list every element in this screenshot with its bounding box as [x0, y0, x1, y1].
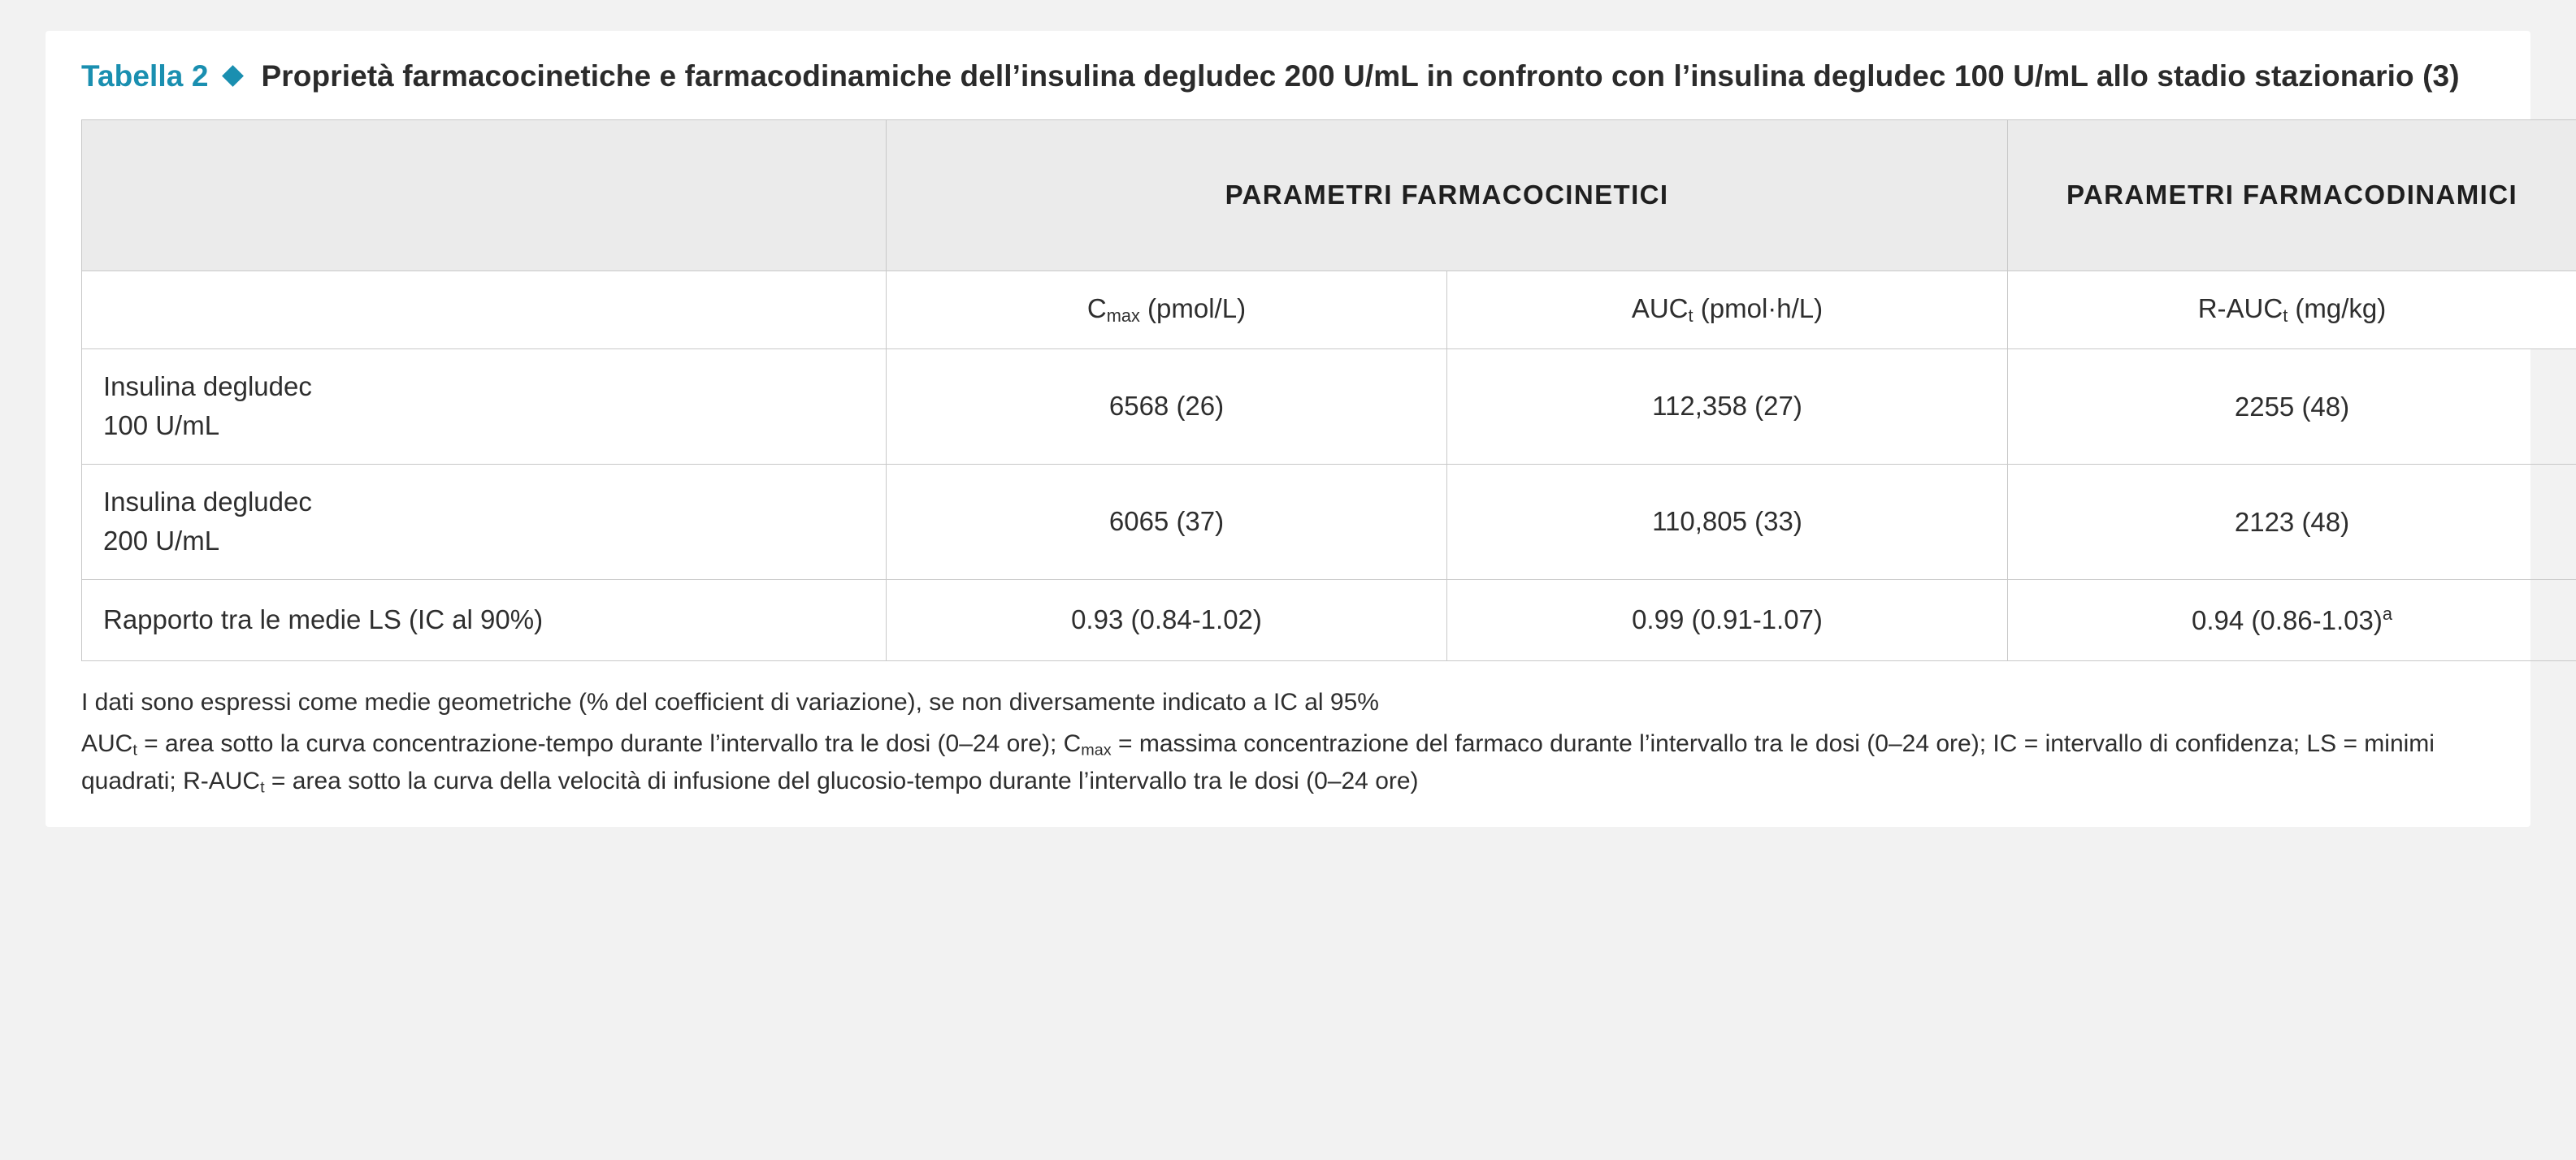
cell-cmax: 0.93 (0.84-1.02) [887, 579, 1447, 660]
subheader-cmax-base: C [1086, 292, 1107, 323]
subheader-rauct-sub: t [2283, 305, 2288, 326]
table-group-header-row [82, 119, 2576, 271]
row-label-line1: Insulina degludec [103, 486, 312, 517]
cell-cmax: 6065 (37) [887, 464, 1447, 579]
subheader-cmax-sub: max [1106, 305, 1140, 326]
footnote-2-part-c: = massima concentrazione del farmaco durante l’intervallo tra le dosi (0–24 ore); IC = intervallo di confidenza; LS = minimi quadrati; R-AUC [81, 730, 2435, 794]
row-label-line1: Rapporto tra le medie LS (IC al 90%) [103, 604, 544, 634]
subheader-auct-unit: (pmol·h/L) [1693, 292, 1824, 323]
cell-auct: 0.99 (0.91-1.07) [1447, 579, 2008, 660]
table-container [46, 119, 2530, 661]
subheader-auct-base: AUC [1631, 292, 1689, 323]
footnote-2-cmax-sub: max [1081, 741, 1112, 760]
footnote-2-part-d: = area sotto la curva della velocità di infusione del glucosio-tempo durante l’intervallo tra le dosi (0–24 ore) [264, 767, 1419, 794]
table-row [82, 348, 2576, 464]
table-head [82, 119, 2576, 348]
subheader-cmax [887, 271, 1447, 348]
footnote-2-auc-sub: t [132, 741, 137, 760]
cell-cmax: 6568 (26) [887, 348, 1447, 464]
group-header-pharmacokinetic: PARAMETRI FARMACOCINETICI [887, 119, 2008, 271]
table-row [82, 579, 2576, 660]
footnote-1: I dati sono espressi come medie geometriche (% del coefficient di variazione), se non diversamente indicato a IC al 95% [81, 688, 1379, 716]
subheader-rauct-unit: (mg/kg) [2288, 292, 2387, 323]
cell-auct: 110,805 (33) [1447, 464, 2008, 579]
footnote-2-rauc-sub: t [260, 778, 265, 797]
diamond-icon [222, 65, 244, 87]
row-label [82, 348, 887, 464]
table-body [82, 348, 2576, 660]
table-caption [46, 31, 2530, 119]
subheader-rauct [2008, 271, 2576, 348]
footnote-2 [81, 725, 2495, 799]
table-row [82, 464, 2576, 579]
subheader-auct-sub: t [1688, 305, 1693, 326]
group-header-pharmacodynamic: PARAMETRI FARMACODINAMICI [2008, 119, 2576, 271]
cell-rauct-value: 0.94 (0.86-1.03) [2192, 605, 2383, 636]
group-header-blank [82, 119, 887, 271]
cell-rauct-footnote-marker: a [2382, 604, 2392, 625]
caption-title: Proprietà farmacocinetiche e farmacodinamiche dell’insulina degludec 200 U/mL in confronto con l’insulina degludec 100 U/mL allo stadio stazionario (3) [261, 59, 2460, 93]
cell-rauct-value: 2123 (48) [2234, 507, 2350, 538]
subheader-blank [82, 271, 887, 348]
row-label-line1: Insulina degludec [103, 370, 312, 401]
row-label-line2: 200 U/mL [103, 526, 220, 556]
table-footnotes [46, 661, 2530, 828]
cell-auct: 112,358 (27) [1447, 348, 2008, 464]
footnote-2-part-b: = area sotto la curva concentrazione-tempo durante l’intervallo tra le dosi (0–24 ore); C [137, 730, 1082, 758]
caption-text-block [81, 55, 2495, 98]
cell-rauct [2008, 464, 2576, 579]
row-label-line2: 100 U/mL [103, 410, 220, 441]
subheader-cmax-unit: (pmol/L) [1139, 292, 1247, 323]
row-label [82, 464, 887, 579]
pk-pd-table [81, 119, 2576, 661]
footnote-2-auc: AUC [81, 730, 133, 758]
subheader-auct [1447, 271, 2008, 348]
cell-rauct [2008, 579, 2576, 660]
cell-rauct-value: 2255 (48) [2234, 392, 2350, 422]
subheader-rauct-base: R-AUC [2197, 292, 2283, 323]
table-number-label: Tabella 2 [81, 59, 209, 93]
row-label [82, 579, 887, 660]
cell-rauct [2008, 348, 2576, 464]
table-subheader-row [82, 271, 2576, 348]
